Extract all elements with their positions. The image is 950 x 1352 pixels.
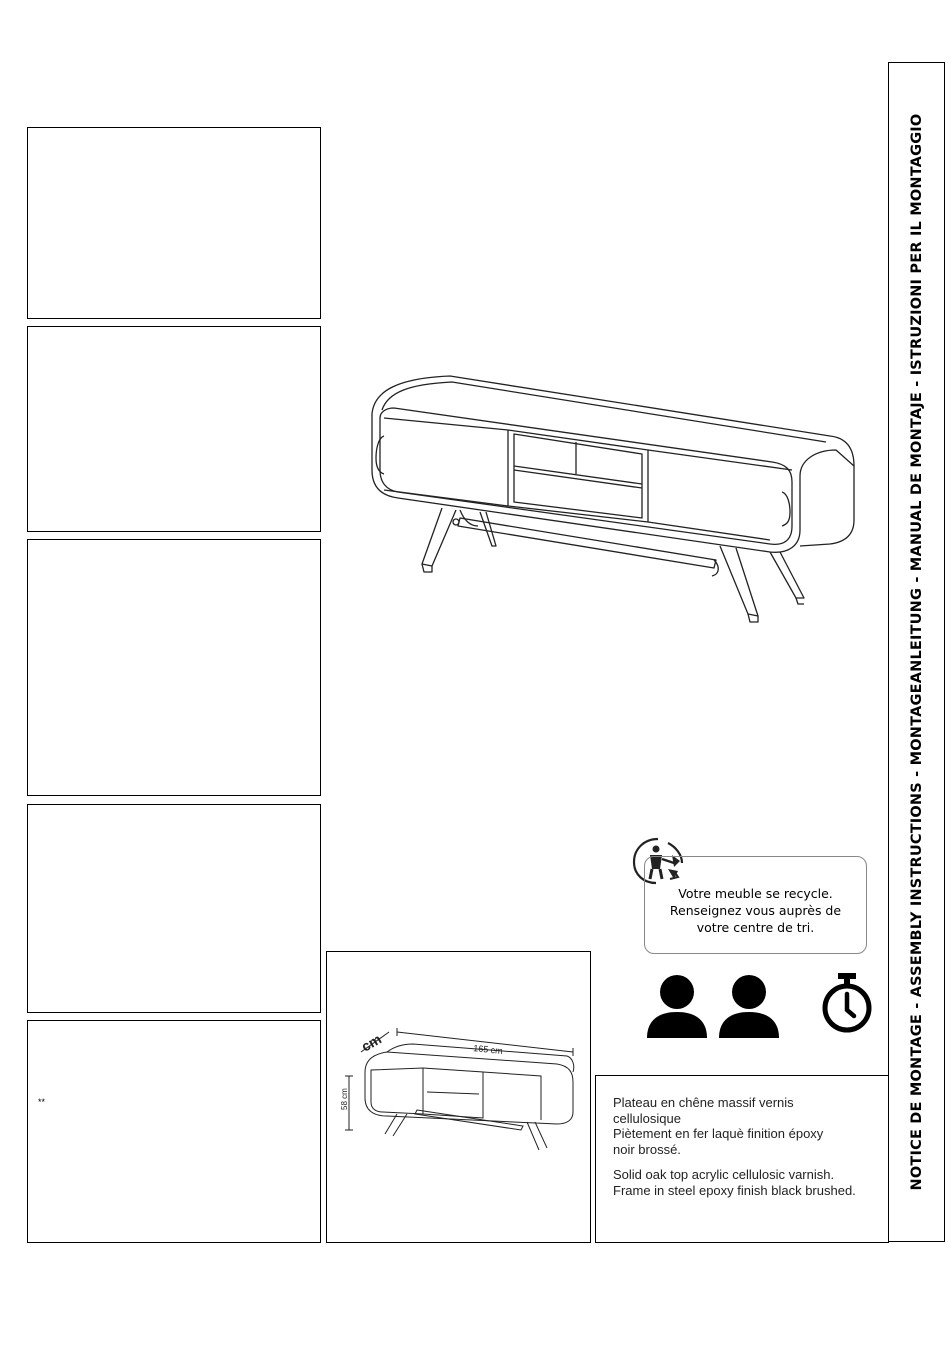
recycling-line-1: Votre meuble se recycle. bbox=[678, 886, 833, 901]
dimensions-diagram bbox=[327, 952, 589, 1242]
tv-stand-illustration bbox=[360, 370, 870, 630]
left-panel-note: ** bbox=[38, 1097, 46, 1107]
material-en-line-1: Solid oak top acrylic cellulosic varnish. bbox=[613, 1167, 835, 1182]
left-panel-3 bbox=[27, 539, 321, 796]
stopwatch-icon bbox=[818, 970, 876, 1036]
height-dimension-label: 58 cm bbox=[340, 1088, 349, 1110]
recycling-line-3: votre centre de tri. bbox=[696, 920, 815, 935]
left-panel-2 bbox=[27, 326, 321, 532]
material-en-line-2: Frame in steel epoxy finish black brushed. bbox=[613, 1182, 856, 1198]
recycling-line-2: Renseignez vous auprès de bbox=[669, 903, 842, 918]
material-fr-line-1: Plateau en chêne massif vernis bbox=[613, 1095, 794, 1110]
material-fr-line-2: cellulosique bbox=[613, 1110, 681, 1126]
recycling-notice bbox=[644, 856, 867, 954]
material-fr-line-4: noir brossé. bbox=[613, 1141, 681, 1157]
left-panel-4 bbox=[27, 804, 321, 1013]
left-panel-1 bbox=[27, 127, 321, 319]
material-fr-line-3: Piètement en fer laquè finition époxy bbox=[613, 1126, 824, 1141]
width-dimension-label: 165 cm bbox=[472, 1043, 504, 1057]
materials-panel bbox=[595, 1075, 889, 1243]
depth-dimension-label: cm bbox=[358, 1030, 385, 1055]
dimensions-panel bbox=[326, 951, 591, 1243]
two-persons-icon bbox=[645, 972, 783, 1040]
left-panel-5 bbox=[27, 1020, 321, 1243]
vertical-title-panel bbox=[888, 62, 945, 1242]
vertical-title: NOTICE DE MONTAGE - ASSEMBLY INSTRUCTIONS - MONTAGEANLEITUNG - MANUAL DE MONTAJE - ISTRUZIONI PER IL MONTAGGIO bbox=[908, 113, 925, 1191]
